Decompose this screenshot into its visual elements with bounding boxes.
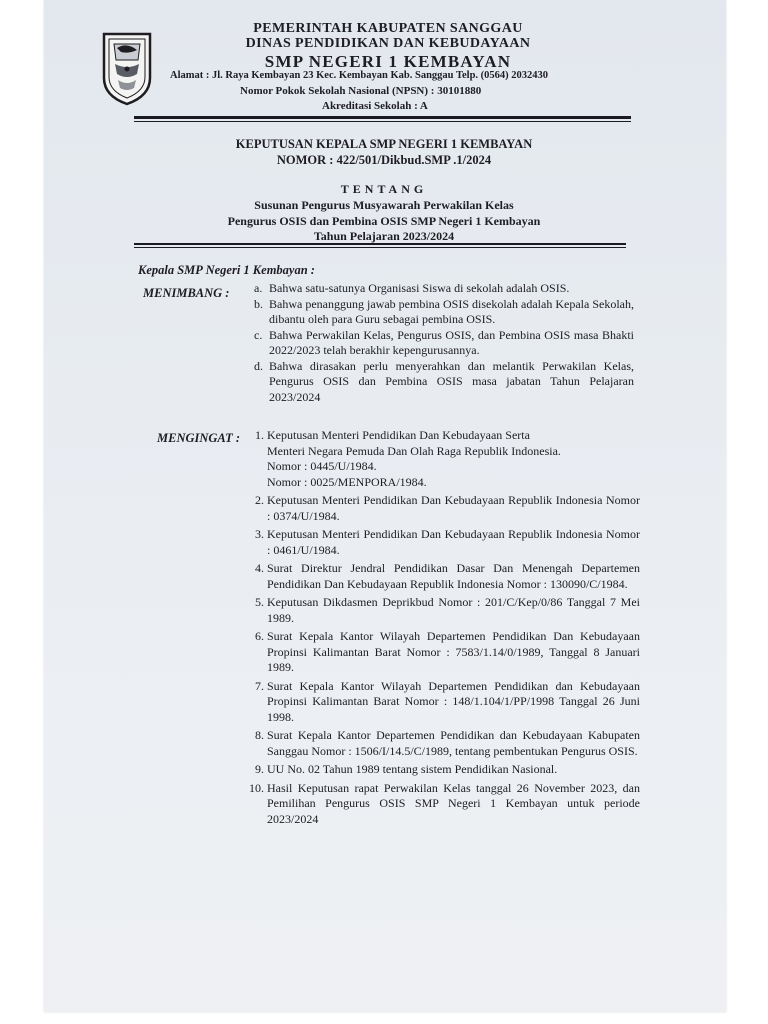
list-marker: 9. [255, 762, 264, 776]
list-item [254, 359, 634, 406]
list-text-line: Menteri Negara Pemuda Dan Olah Raga Republik Indonesia. [267, 443, 561, 458]
list-item [248, 728, 640, 759]
list-text-line: Keputusan Menteri Pendidikan Dan Kebudayaan Serta [267, 428, 530, 442]
decision-subject [134, 198, 634, 245]
list-item [248, 428, 640, 490]
subject-line: Susunan Pengurus Musyawarah Perwakilan Kelas [254, 198, 514, 212]
school-npsn: Nomor Pokok Sekolah Nasional (NPSN) : 30101880 [240, 85, 482, 97]
issuer-line: Kepala SMP Negeri 1 Kembayan : [138, 263, 315, 277]
list-text: Keputusan Dikdasmen Deprikbud Nomor : 201/C/Kep/0/86 Tanggal 7 Mei 1989. [267, 595, 640, 625]
list-item [248, 762, 640, 778]
tentang-heading: TENTANG [340, 182, 428, 196]
list-text: Hasil Keputusan rapat Perwakilan Kelas tanggal 26 November 2023, dan Pemilihan Pengurus OSIS SMP Negeri 1 Kembayan untuk periode 2023/2024 [267, 780, 640, 826]
list-text: Bahwa satu-satunya Organisasi Siswa di sekolah adalah OSIS. [269, 281, 570, 295]
list-text: UU No. 02 Tahun 1989 tentang sistem Pendidikan Nasional. [267, 762, 558, 776]
list-marker: c. [254, 327, 263, 342]
list-marker: 1. [255, 428, 264, 442]
list-marker: a. [254, 281, 263, 295]
school-accreditation: Akreditasi Sekolah : A [322, 100, 428, 112]
decision-title: KEPUTUSAN KEPALA SMP NEGERI 1 KEMBAYAN [235, 137, 533, 151]
list-marker: 2. [255, 493, 264, 507]
menimbang-label: MENIMBANG : [143, 286, 230, 300]
list-text-line: Nomor : 0445/U/1984. [267, 459, 377, 473]
list-marker: 6. [255, 629, 264, 643]
mengingat-list [248, 428, 640, 830]
list-text: Keputusan Menteri Pendidikan Dan Kebudayaan Republik Indonesia Nomor : 0374/U/1984. [267, 493, 640, 523]
list-item [248, 629, 640, 676]
decision-heading [134, 136, 634, 169]
list-text: Bahwa penanggung jawab pembina OSIS disekolah adalah Kepala Sekolah, dibantu oleh para Guru sebagai pembina OSIS. [269, 296, 634, 326]
list-item [248, 595, 640, 626]
list-marker: b. [254, 296, 263, 311]
list-item [248, 493, 640, 524]
menimbang-list [254, 281, 634, 405]
list-marker: d. [254, 358, 263, 373]
regency-emblem-icon [101, 30, 153, 106]
decision-number: NOMOR : 422/501/Dikbud.SMP .1/2024 [276, 153, 492, 168]
letterhead-divider-thin [134, 121, 631, 122]
list-marker: 3. [255, 527, 264, 541]
list-marker: 5. [255, 595, 264, 609]
list-item [254, 328, 634, 359]
department-name: DINAS PENDIDIKAN DAN KEBUDAYAAN [245, 35, 531, 51]
title-divider-thin [134, 247, 626, 248]
list-text: Surat Direktur Jendral Pendidikan Dasar Dan Menengah Departemen Pendidikan Dan Kebudayaan Republik Indonesia Nomor : 130090/C/1984. [267, 561, 640, 591]
list-text: Surat Kepala Kantor Departemen Pendidikan dan Kebudayaan Kabupaten Sanggau Nomor : 1506/I/14.5/C/1989, tentang pembentukan Pengurus OSIS. [267, 728, 640, 758]
list-marker: 10. [249, 780, 264, 795]
list-marker: 7. [255, 678, 264, 693]
list-text: Surat Kepala Kantor Wilayah Departemen Pendidikan Dan Kebudayaan Propinsi Kalimantan Barat Nomor : 7583/1.14/0/1989, Tanggal 8 Januari 1989. [267, 629, 640, 674]
subject-line: Pengurus OSIS dan Pembina OSIS SMP Negeri 1 Kembayan [227, 213, 541, 228]
list-item [248, 781, 640, 828]
list-text-line: Nomor : 0025/MENPORA/1984. [267, 474, 427, 489]
list-item [254, 297, 634, 328]
letterhead [160, 22, 616, 71]
list-text [267, 428, 640, 490]
mengingat-label: MENGINGAT : [157, 431, 240, 445]
school-address: Alamat : Jl. Raya Kembayan 23 Kec. Kembayan Kab. Sanggau Telp. (0564) 2032430 [170, 70, 549, 81]
list-item [254, 281, 634, 297]
school-name: SMP NEGERI 1 KEMBAYAN [264, 52, 512, 72]
list-item [248, 527, 640, 558]
list-text: Keputusan Menteri Pendidikan Dan Kebudayaan Republik Indonesia Nomor : 0461/U/1984. [267, 527, 640, 557]
list-text: Bahwa Perwakilan Kelas, Pengurus OSIS, dan Pembina OSIS masa Bhakti 2022/2023 telah berakhir kepengurusannya. [269, 327, 634, 357]
list-marker: 8. [255, 728, 264, 742]
list-item [248, 679, 640, 726]
title-divider [134, 243, 626, 245]
letterhead-divider [134, 116, 631, 119]
list-text: Bahwa dirasakan perlu menyerahkan dan melantik Perwakilan Kelas, Pengurus OSIS dan Pembina OSIS masa jabatan Tahun Pelajaran 2023/2024 [269, 358, 634, 404]
list-item [248, 561, 640, 592]
government-name: PEMERINTAH KABUPATEN SANGGAU [253, 21, 523, 36]
list-marker: 4. [255, 561, 264, 575]
list-text: Surat Kepala Kantor Wilayah Departemen Pendidikan dan Kebudayaan Propinsi Kalimantan Barat Nomor : 148/1.104/1/PP/1998 Tanggal 26 Juni 1998. [267, 678, 640, 724]
subject-line: Tahun Pelajaran 2023/2024 [313, 229, 455, 244]
